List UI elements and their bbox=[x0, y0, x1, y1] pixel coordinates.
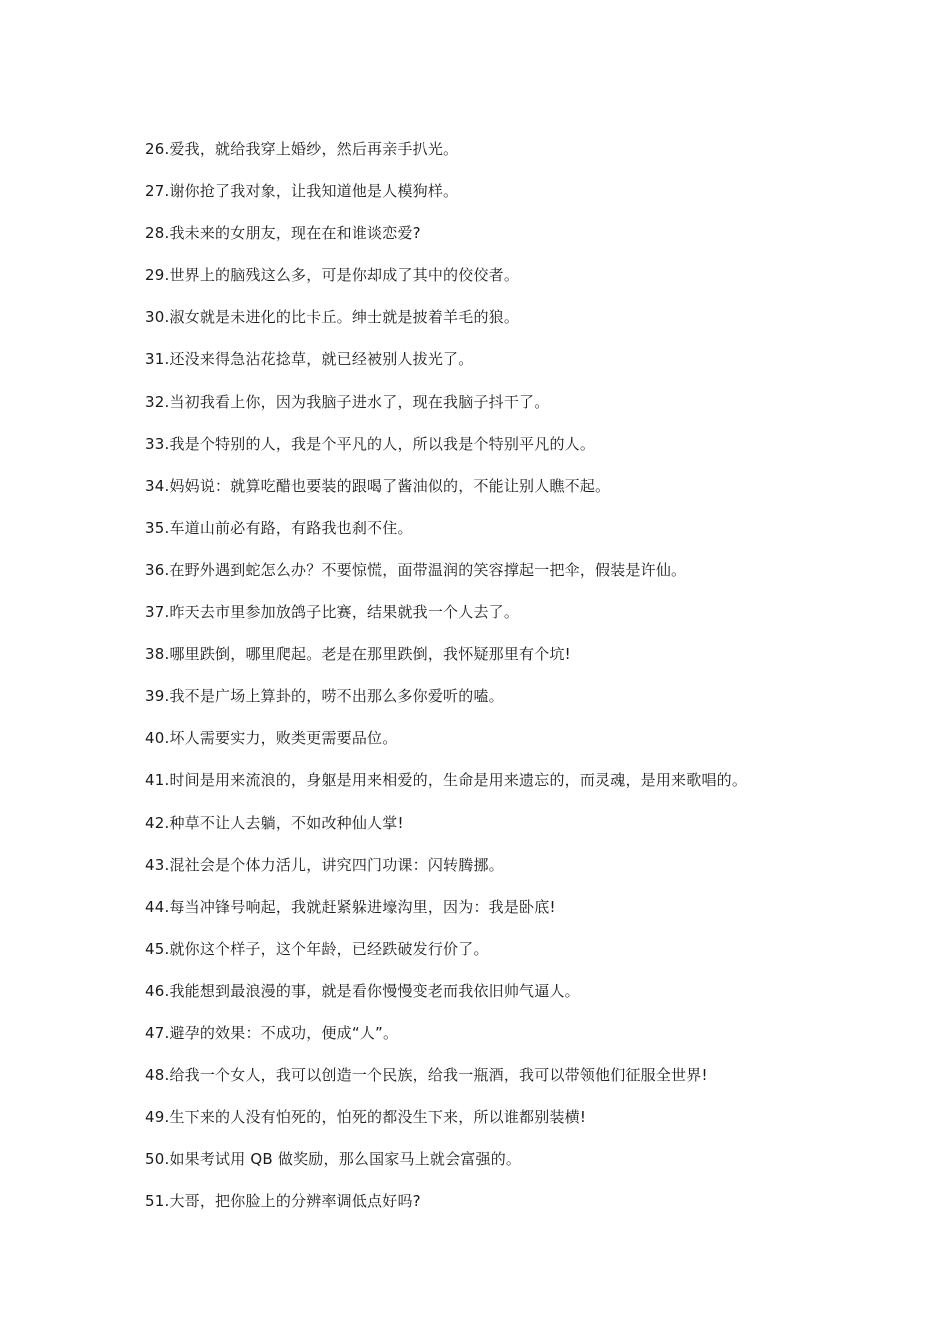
list-item: 44.每当冲锋号响起，我就赶紧躲进壕沟里，因为：我是卧底! bbox=[145, 897, 556, 916]
list-item: 39.我不是广场上算卦的，唠不出那么多你爱听的嗑。 bbox=[145, 687, 504, 706]
list-item: 31.还没来得急沾花捻草，就已经被别人拔光了。 bbox=[145, 350, 474, 369]
list-item: 26.爱我，就给我穿上婚纱，然后再亲手扒光。 bbox=[145, 140, 459, 158]
list-item: 35.车道山前必有路，有路我也刹不住。 bbox=[145, 518, 413, 537]
list-item: 37.昨天去市里参加放鸽子比赛，结果就我一个人去了。 bbox=[145, 603, 520, 622]
list-item: 36.在野外遇到蛇怎么办？不要惊慌，面带温润的笑容撑起一把伞，假装是许仙。 bbox=[145, 560, 687, 579]
list-item: 33.我是个特别的人，我是个平凡的人，所以我是个特别平凡的人。 bbox=[145, 434, 596, 453]
list-item: 48.给我一个女人，我可以创造一个民族，给我一瓶酒，我可以带领他们征服全世界! bbox=[145, 1066, 708, 1085]
list-item: 38.哪里跌倒，哪里爬起。老是在那里跌倒，我怀疑那里有个坑! bbox=[145, 645, 571, 664]
list-item: 47.避孕的效果：不成功，便成“人”。 bbox=[145, 1023, 399, 1042]
list-item: 30.淑女就是未进化的比卡丘。绅士就是披着羊毛的狼。 bbox=[145, 308, 520, 327]
list-item: 49.生下来的人没有怕死的，怕死的都没生下来，所以谁都别装横! bbox=[145, 1108, 587, 1127]
list-item: 42.种草不让人去躺，不如改种仙人掌! bbox=[145, 813, 404, 832]
list-item: 27.谢你抢了我对象，让我知道他是人模狗样。 bbox=[145, 182, 459, 201]
list-item: 40.坏人需要实力，败类更需要品位。 bbox=[145, 729, 398, 748]
joke-list bbox=[145, 135, 825, 1229]
list-item: 45.就你这个样子，这个年龄，已经跌破发行价了。 bbox=[145, 939, 489, 958]
list-item: 46.我能想到最浪漫的事，就是看你慢慢变老而我依旧帅气逼人。 bbox=[145, 981, 580, 1000]
list-item: 51.大哥，把你脸上的分辨率调低点好吗? bbox=[145, 1192, 421, 1211]
list-item: 41.时间是用来流浪的，身躯是用来相爱的，生命是用来遗忘的，而灵魂，是用来歌唱的。 bbox=[145, 771, 748, 790]
list-item: 50.如果考试用 QB 做奖励，那么国家马上就会富强的。 bbox=[145, 1150, 522, 1169]
list-item: 32.当初我看上你，因为我脑子进水了，现在我脑子抖干了。 bbox=[145, 392, 550, 411]
list-item: 43.混社会是个体力活儿，讲究四门功课：闪转腾挪。 bbox=[145, 855, 504, 874]
list-item: 29.世界上的脑残这么多，可是你却成了其中的佼佼者。 bbox=[145, 266, 520, 285]
list-item: 28.我未来的女朋友，现在在和谁谈恋爱? bbox=[145, 224, 421, 243]
list-item: 34.妈妈说：就算吃醋也要装的跟喝了酱油似的，不能让别人瞧不起。 bbox=[145, 476, 611, 495]
